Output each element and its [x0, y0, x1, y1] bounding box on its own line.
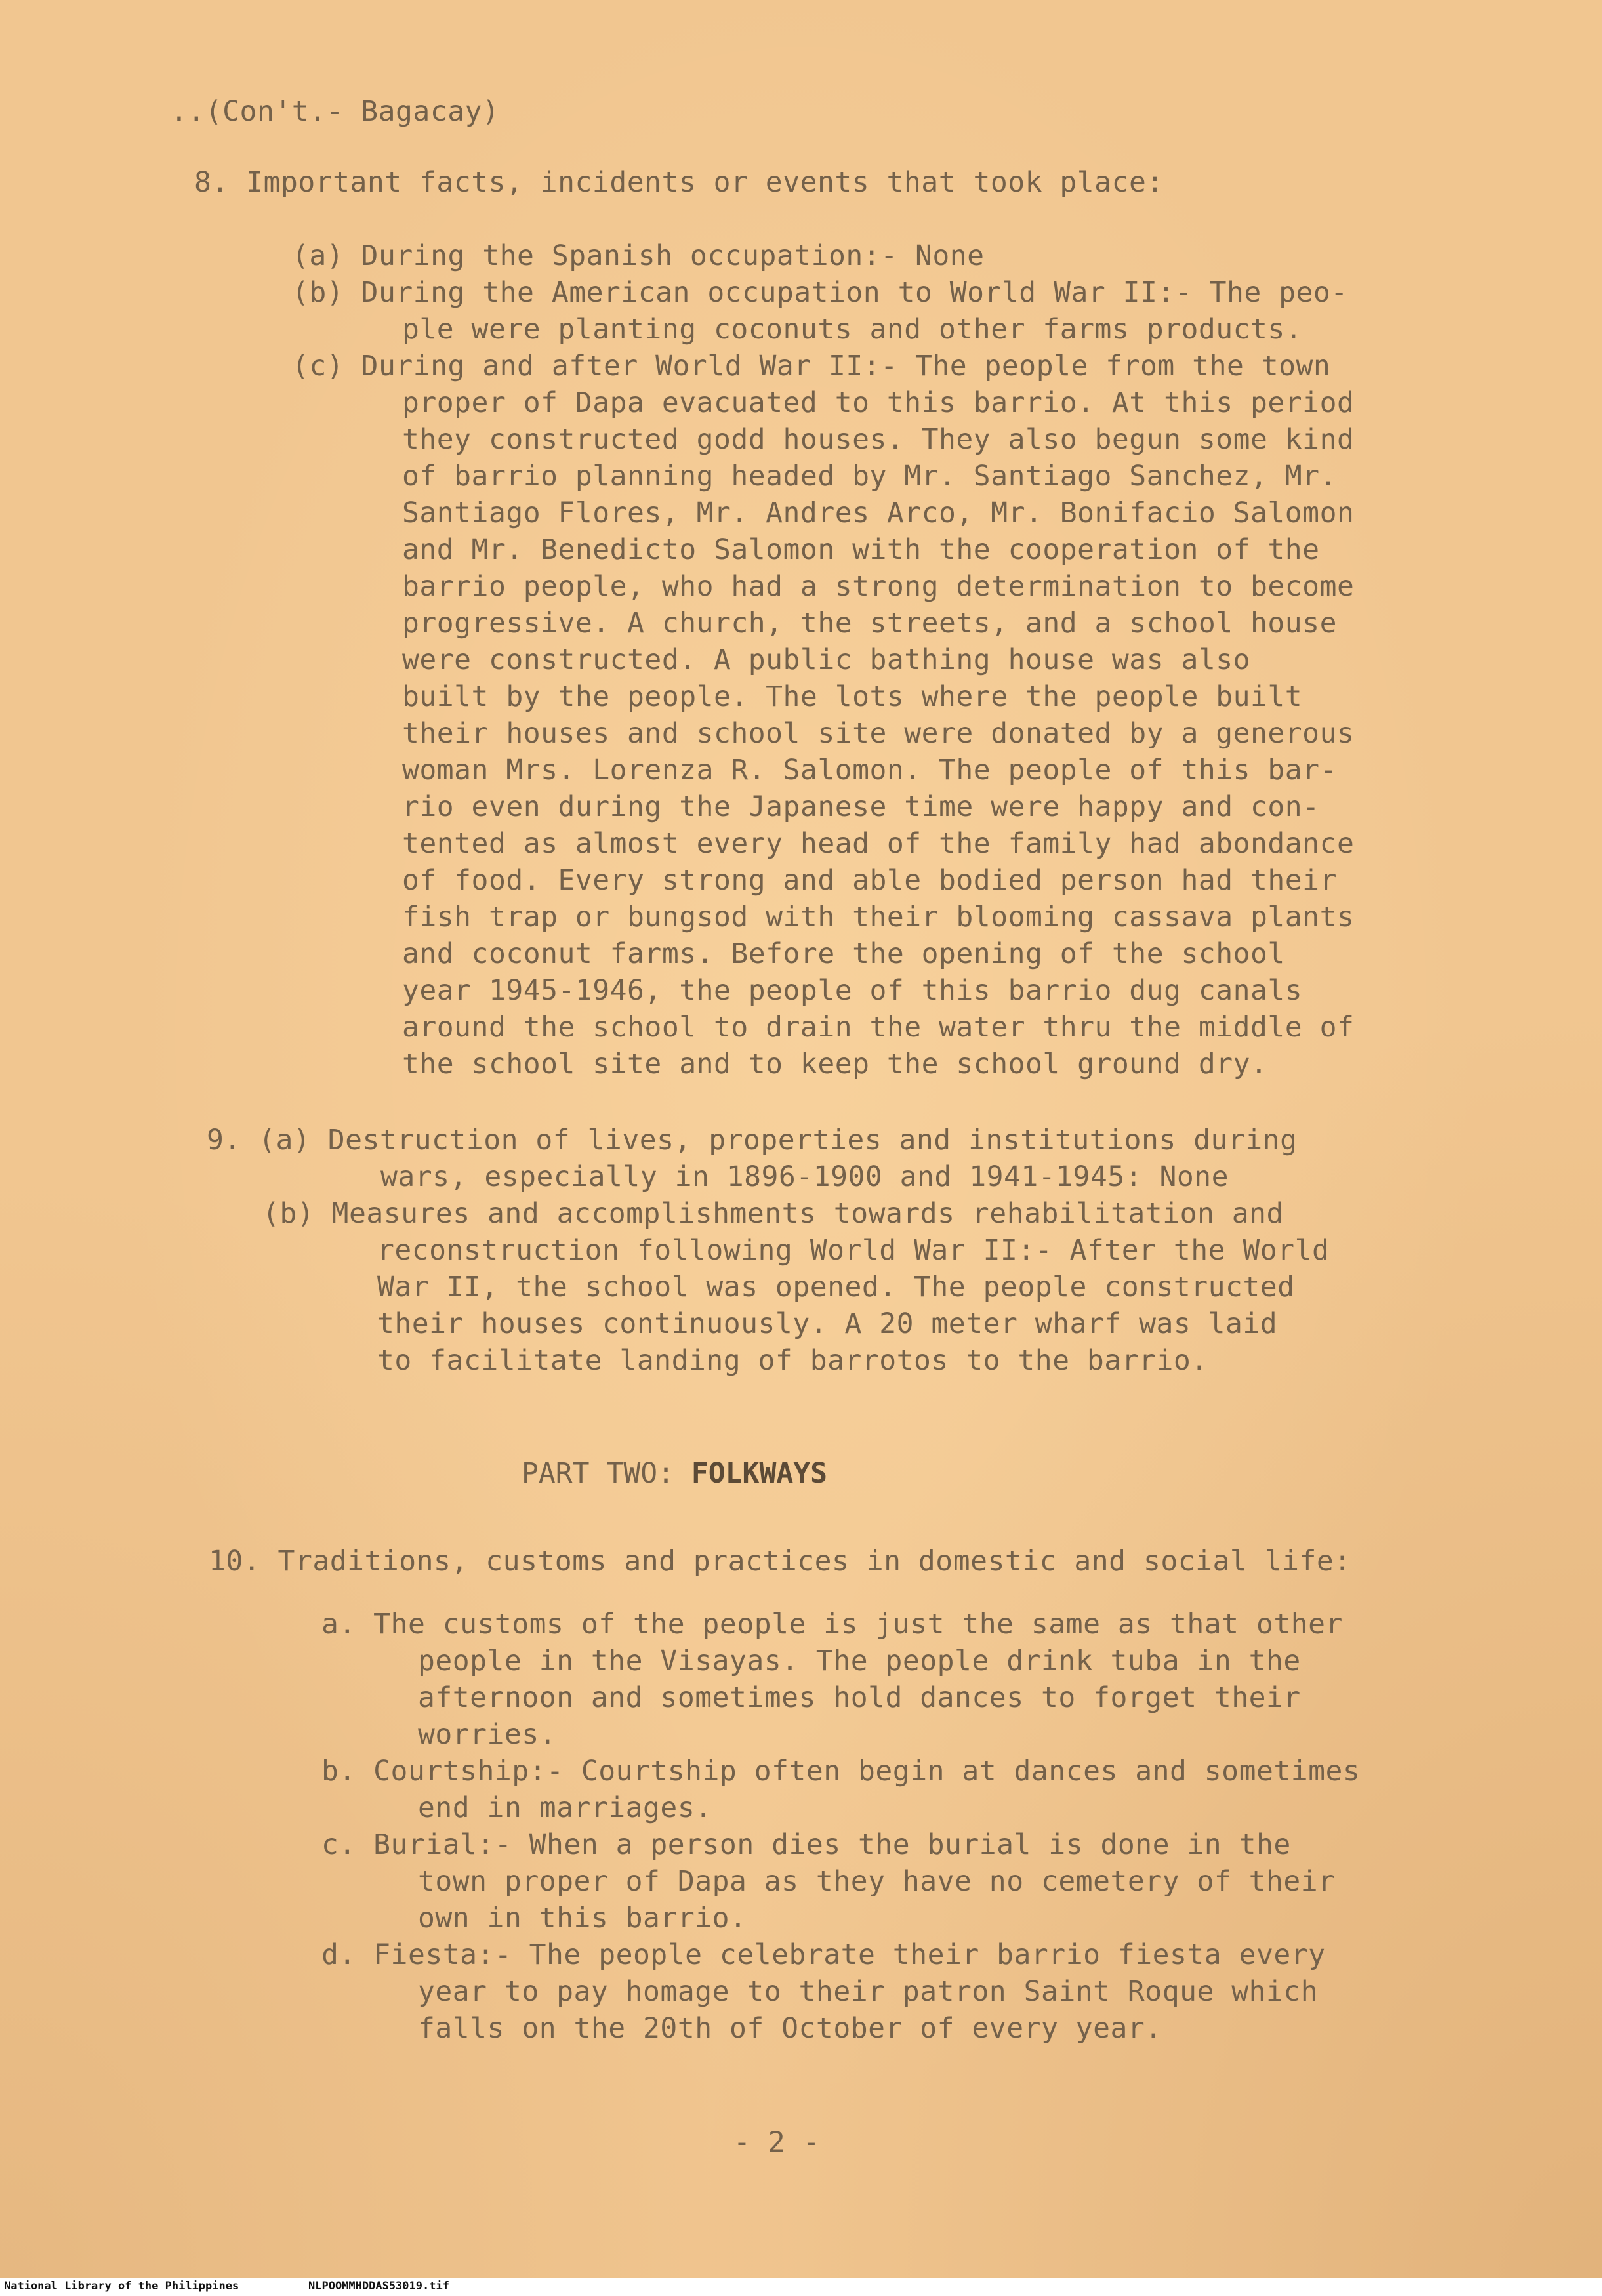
section-8-item-c-line: progressive. A church, the streets, and a school house [402, 607, 1337, 640]
scan-footer [0, 2278, 1602, 2296]
section-8-item-c-line: around the school to drain the water thru the middle of [402, 1011, 1355, 1044]
section-8-item-c-line: barrio people, who had a strong determination to become [402, 570, 1355, 603]
part-two-label: PART TWO: [522, 1457, 674, 1490]
section-10-item-c-line: town proper of Dapa as they have no cemetery of their [418, 1865, 1336, 1898]
section-8-heading: 8. Important facts, incidents or events that took place: [194, 166, 1164, 199]
section-8-item-c-line: the school site and to keep the school ground dry. [402, 1048, 1268, 1080]
section-8-item-b-line: (b) During the American occupation to World War II:- The peo- [292, 276, 1348, 309]
section-8-item-c-line: tented as almost every head of the family had abondance [402, 827, 1355, 860]
section-10-item-d-line: d. Fiesta:- The people celebrate their barrio fiesta every [321, 1938, 1326, 1971]
section-9-item-a-line: 9. (a) Destruction of lives, properties and institutions during [207, 1124, 1298, 1157]
section-10-item-c-line: own in this barrio. [418, 1902, 747, 1935]
section-10-item-a-line: people in the Visayas. The people drink tuba in the [418, 1645, 1301, 1677]
section-10-item-b-line: end in marriages. [418, 1792, 712, 1824]
section-9-item-b-line: their houses continuously. A 20 meter wharf was laid [377, 1307, 1278, 1340]
section-8-item-c-line: of food. Every strong and able bodied person had their [402, 864, 1337, 897]
section-8-item-c-line: were constructed. A public bathing house was also [402, 644, 1251, 676]
section-9-item-b-line: reconstruction following World War II:- After the World [377, 1234, 1330, 1267]
section-8-item-c-line: woman Mrs. Lorenza R. Salomon. The people of this bar- [402, 754, 1337, 787]
section-8-item-c-line: Santiago Flores, Mr. Andres Arco, Mr. Bonifacio Salomon [402, 497, 1355, 529]
continuation-header: ..(Con't.- Bagacay) [171, 95, 500, 128]
page-number: - 2 - [733, 2126, 820, 2159]
part-two-title: FOLKWAYS [691, 1457, 827, 1490]
section-10-heading: 10. Traditions, customs and practices in domestic and social life: [209, 1545, 1351, 1578]
section-8-item-c-line: they constructed godd houses. They also begun some kind [402, 423, 1355, 456]
section-8-item-c-line: built by the people. The lots where the people built [402, 680, 1303, 713]
section-8-item-c-line: proper of Dapa evacuated to this barrio. At this period [402, 386, 1355, 419]
section-9-item-b-line: (b) Measures and accomplishments towards rehabilitation and [262, 1197, 1284, 1230]
section-9-item-b-line: to facilitate landing of barrotos to the barrio. [377, 1344, 1208, 1377]
footer-library-name: National Library of the Philippines [4, 2280, 239, 2293]
section-8-item-c-line: year 1945-1946, the people of this barrio dug canals [402, 974, 1303, 1007]
section-10-item-d-line: year to pay homage to their patron Saint Roque which [418, 1975, 1319, 2008]
section-10-item-a-line: worries. [418, 1718, 557, 1751]
section-8-item-c-line: and coconut farms. Before the opening of the school [402, 937, 1285, 970]
section-9-item-a-line: wars, especially in 1896-1900 and 1941-1945: None [380, 1160, 1229, 1193]
section-10-item-d-line: falls on the 20th of October of every year. [418, 2012, 1162, 2045]
section-8-item-c-line: rio even during the Japanese time were happy and con- [402, 790, 1320, 823]
section-8-item-c-line: of barrio planning headed by Mr. Santiago Sanchez, Mr. [402, 460, 1337, 493]
section-8-item-b-line: ple were planting coconuts and other farms products. [402, 313, 1303, 346]
section-8-item-c-line: and Mr. Benedicto Salomon with the cooperation of the [402, 533, 1320, 566]
section-8-item-a: (a) During the Spanish occupation:- None [292, 239, 985, 272]
section-10-item-a-line: afternoon and sometimes hold dances to forget their [418, 1681, 1301, 1714]
section-8-item-c-line: (c) During and after World War II:- The people from the town [292, 350, 1331, 382]
section-9-item-b-line: War II, the school was opened. The people constructed [377, 1271, 1295, 1303]
part-two-heading [522, 1455, 827, 1492]
section-8-item-c-line: fish trap or bungsod with their blooming cassava plants [402, 901, 1355, 933]
section-8-item-c-line: their houses and school site were donated by a generous [402, 717, 1355, 750]
section-10-item-a-line: a. The customs of the people is just the same as that other [321, 1608, 1343, 1641]
footer-file-name: NLPOOMMHDDAS53019.tif [308, 2280, 449, 2293]
section-10-item-c-line: c. Burial:- When a person dies the burial is done in the [321, 1828, 1291, 1861]
section-10-item-b-line: b. Courtship:- Courtship often begin at dances and sometimes [321, 1755, 1361, 1788]
